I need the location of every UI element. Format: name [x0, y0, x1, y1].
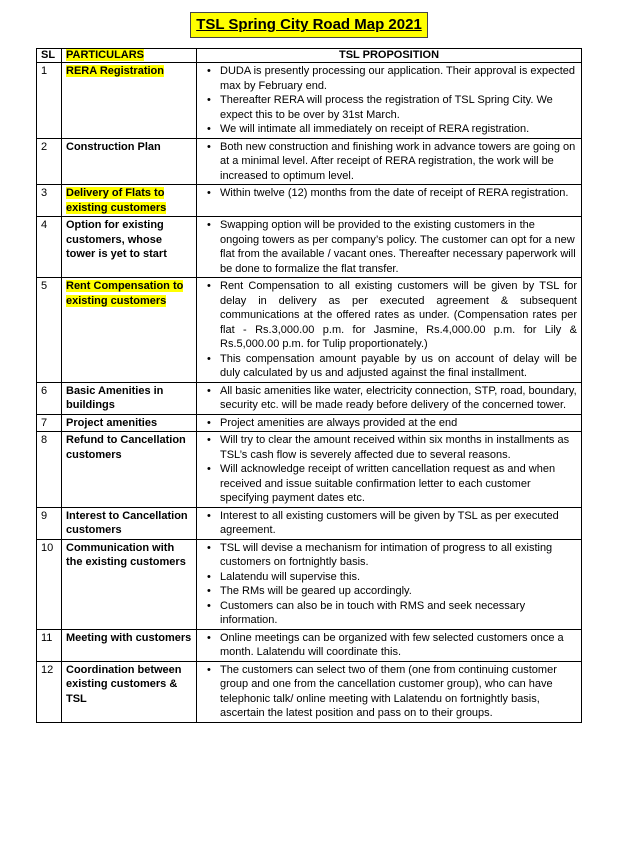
row-particulars: [62, 278, 197, 383]
row-particulars-label: Interest to Cancellation customers: [66, 509, 188, 536]
row-proposition: [197, 507, 582, 539]
table-header-row: [37, 49, 582, 63]
proposition-bullet: • DUDA is presently processing our application. Their approval is expected max by February end.: [220, 64, 577, 93]
row-particulars-label: Meeting with customers: [66, 631, 192, 644]
proposition-bullet: • Thereafter RERA will process the registration of TSL Spring City. We expect this to be over by 31st March.: [220, 93, 577, 122]
row-sl: 2: [37, 138, 62, 185]
row-particulars: [62, 629, 197, 661]
row-proposition: [197, 138, 582, 185]
proposition-bullet: • Will try to clear the amount received within six months in installments as TSL’s cash flow is severely affected due to several reasons.: [220, 433, 577, 462]
proposition-bullet: • Lalatendu will supervise this.: [220, 570, 577, 585]
proposition-bullet: • Online meetings can be organized with few selected customers once a month. Lalatendu will coordinate this.: [220, 631, 577, 660]
proposition-bullet: • Customers can also be in touch with RMS and seek necessary information.: [220, 599, 577, 628]
row-particulars: [62, 661, 197, 722]
proposition-bullet: • Swapping option will be provided to the existing customers in the ongoing towers as per company’s policy. The customer can opt for a new flat from the available / vacant ones. Thereafter necessary paperwork will be done to formalize the flat transfer.: [220, 218, 577, 276]
table-row: [37, 414, 582, 432]
proposition-bullet: • All basic amenities like water, electricity connection, STP, road, boundary, security etc. will be made ready before delivery of the concerned tower.: [220, 384, 577, 413]
roadmap-table: [36, 48, 582, 723]
row-particulars: [62, 63, 197, 139]
row-sl: 8: [37, 432, 62, 508]
row-particulars-label: Project amenities: [66, 416, 158, 429]
table-row: [37, 217, 582, 278]
proposition-bullet: • This compensation amount payable by us on account of delay will be duly calculated by us and adjusted against the final installment.: [220, 352, 577, 381]
table-row: [37, 63, 582, 139]
row-proposition: [197, 217, 582, 278]
row-proposition: [197, 185, 582, 217]
proposition-bullet: • Will acknowledge receipt of written cancellation request as and when received and issue suitable confirmation letter to each customer specifying payment dates etc.: [220, 462, 577, 506]
row-particulars: [62, 138, 197, 185]
table-row: [37, 629, 582, 661]
row-proposition: [197, 629, 582, 661]
row-particulars-label: Delivery of Flats to existing customers: [66, 187, 167, 214]
row-particulars-label: Rent Compensation to existing customers: [66, 280, 184, 307]
row-sl: 12: [37, 661, 62, 722]
row-particulars-label: Option for existing customers, whose tower is yet to start: [66, 219, 167, 260]
proposition-bullet: • TSL will devise a mechanism for intimation of progress to all existing customers on fortnightly basis.: [220, 541, 577, 570]
header-particulars: [62, 49, 197, 63]
table-row: [37, 432, 582, 508]
row-sl: 9: [37, 507, 62, 539]
table-row: [37, 539, 582, 629]
row-sl: 7: [37, 414, 62, 432]
row-particulars: [62, 382, 197, 414]
row-particulars: [62, 217, 197, 278]
table-row: [37, 661, 582, 722]
row-sl: 10: [37, 539, 62, 629]
table-row: [37, 185, 582, 217]
row-particulars-label: Refund to Cancellation customers: [66, 434, 186, 461]
row-particulars-label: Construction Plan: [66, 140, 161, 153]
row-particulars: [62, 539, 197, 629]
table-row: [37, 507, 582, 539]
row-sl: 11: [37, 629, 62, 661]
header-proposition: TSL PROPOSITION: [197, 49, 582, 63]
table-row: [37, 138, 582, 185]
row-proposition: [197, 278, 582, 383]
row-particulars-label: Communication with the existing customers: [66, 541, 186, 568]
proposition-bullet: • Within twelve (12) months from the date of receipt of RERA registration.: [220, 186, 577, 201]
proposition-bullet: • Rent Compensation to all existing customers will be given by TSL for delay in delivery as per executed agreement & subsequent communications at the offered rates as under. (Compensation rates per flat - Rs.3,000.00 p.m. for Jasmine, Rs.4,000.00 p.m. for Lily & Rs.5,000.00 p.m. for Tulip proportionately.): [220, 279, 577, 352]
proposition-bullet: • The RMs will be geared up accordingly.: [220, 584, 577, 599]
row-particulars: [62, 185, 197, 217]
row-particulars-label: Basic Amenities in buildings: [66, 384, 164, 411]
row-sl: 6: [37, 382, 62, 414]
row-particulars-label: Coordination between existing customers & TSL: [66, 663, 182, 705]
proposition-bullet: • We will intimate all immediately on receipt of RERA registration.: [220, 122, 577, 137]
row-sl: 3: [37, 185, 62, 217]
row-particulars-label: RERA Registration: [66, 65, 164, 77]
row-proposition: [197, 432, 582, 508]
row-sl: 1: [37, 63, 62, 139]
header-particulars-label: PARTICULARS: [66, 49, 145, 61]
row-particulars: [62, 507, 197, 539]
table-row: [37, 382, 582, 414]
proposition-bullet: • Both new construction and finishing work in advance towers are going on at a minimal level. After receipt of RERA registration, the work will be increased to optimum level.: [220, 140, 577, 184]
proposition-bullet: • Project amenities are always provided at the end: [220, 416, 577, 431]
table-row: [37, 278, 582, 383]
proposition-bullet: • The customers can select two of them (one from continuing customer group and one from the cancellation customer group), who can have telephonic talk/ online meeting with Lalatendu on fortnightly basis, ascertain the latest position and pass on to their groups.: [220, 663, 577, 721]
row-proposition: [197, 382, 582, 414]
row-proposition: [197, 539, 582, 629]
row-sl: 5: [37, 278, 62, 383]
row-particulars: [62, 432, 197, 508]
row-proposition: [197, 414, 582, 432]
row-proposition: [197, 63, 582, 139]
document-title: TSL Spring City Road Map 2021: [190, 12, 428, 38]
proposition-bullet: • Interest to all existing customers will be given by TSL as per executed agreement.: [220, 509, 577, 538]
row-sl: 4: [37, 217, 62, 278]
row-particulars: [62, 414, 197, 432]
row-proposition: [197, 661, 582, 722]
header-sl: SL: [37, 49, 62, 63]
